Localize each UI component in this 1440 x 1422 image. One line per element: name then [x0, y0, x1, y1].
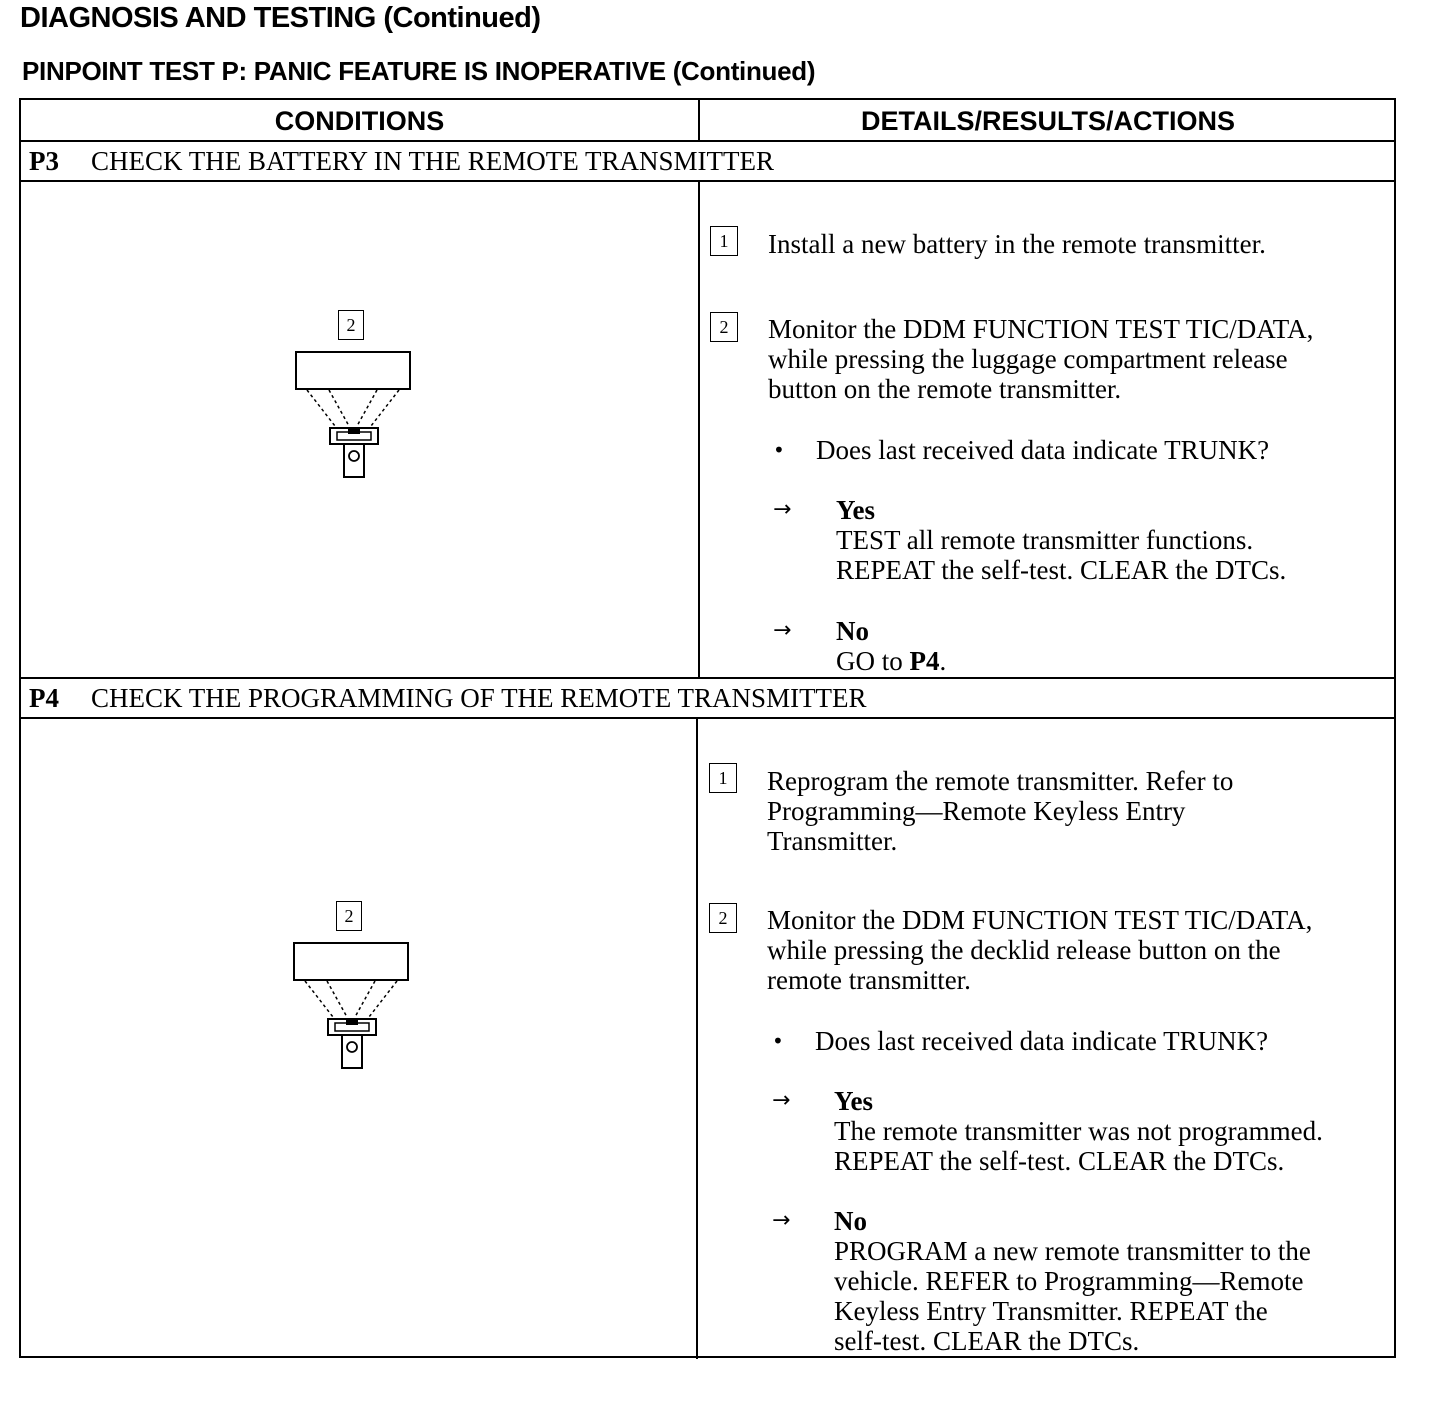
text-line: vehicle. REFER to Programming—Remote	[834, 1266, 1304, 1296]
step-title-text: CHECK THE BATTERY IN THE REMOTE TRANSMITTER	[91, 146, 775, 176]
text-line: Transmitter.	[767, 826, 898, 856]
step-title-text: CHECK THE PROGRAMMING OF THE REMOTE TRANSMITTER	[91, 683, 867, 713]
arrow-right-icon: →	[772, 1088, 791, 1113]
goto-line	[836, 646, 946, 676]
column-divider-p4	[696, 717, 698, 1359]
text-line: The remote transmitter was not programmed.	[834, 1116, 1323, 1146]
column-divider-p3	[698, 180, 700, 677]
p4-no-result	[834, 1206, 1311, 1356]
p4-yes-result	[834, 1086, 1323, 1176]
p4-step1-text	[767, 766, 1233, 856]
text-line: PROGRAM a new remote transmitter to the	[834, 1236, 1311, 1266]
illustration-step-label: 2	[336, 901, 362, 931]
goto-target: P4	[909, 646, 940, 676]
step-p3-title	[29, 141, 774, 179]
details-header: DETAILS/RESULTS/ACTIONS	[860, 106, 1235, 136]
p4-question: Does last received data indicate TRUNK?	[815, 1026, 1269, 1056]
text-line: Keyless Entry Transmitter. REPEAT the	[834, 1296, 1268, 1326]
goto-prefix: GO to	[836, 646, 910, 676]
p3-no-result	[836, 616, 946, 676]
scan-tool-transmitter-icon	[293, 308, 413, 483]
p4-step2-text	[767, 905, 1312, 995]
transmitter-scan-illustration	[291, 899, 411, 1074]
text-line: while pressing the decklid release button on the	[767, 935, 1281, 965]
text-line: Monitor the DDM FUNCTION TEST TIC/DATA,	[768, 314, 1314, 344]
step-number-box: 2	[709, 903, 737, 933]
pinpoint-table	[19, 98, 1396, 1358]
text-line: button on the remote transmitter.	[768, 374, 1122, 404]
step-id: P3	[29, 146, 59, 176]
yes-label: Yes	[834, 1086, 873, 1116]
arrow-right-icon: →	[773, 618, 792, 643]
p3-yes-result	[836, 495, 1286, 585]
text-line: self-test. CLEAR the DTCs.	[834, 1326, 1140, 1356]
no-label: No	[834, 1206, 867, 1236]
p3-step1-text: Install a new battery in the remote transmitter.	[768, 229, 1266, 259]
text-line: Reprogram the remote transmitter. Refer to	[767, 766, 1234, 796]
text-line: REPEAT the self-test. CLEAR the DTCs.	[836, 555, 1287, 585]
text-line: REPEAT the self-test. CLEAR the DTCs.	[834, 1146, 1285, 1176]
step-number-box: 2	[710, 312, 738, 342]
scan-tool-transmitter-icon	[291, 899, 411, 1074]
row-divider	[21, 717, 1394, 719]
test-title: PINPOINT TEST P: PANIC FEATURE IS INOPERATIVE (Continued)	[22, 56, 816, 86]
bullet-icon: •	[773, 438, 785, 462]
step-p4-title	[29, 678, 867, 716]
illustration-step-label: 2	[338, 310, 364, 340]
row-divider	[21, 180, 1394, 182]
text-line: while pressing the luggage compartment release	[768, 344, 1288, 374]
arrow-right-icon: →	[773, 497, 792, 522]
arrow-right-icon: →	[772, 1208, 791, 1233]
goto-suffix: .	[939, 646, 947, 676]
no-label: No	[836, 616, 869, 646]
yes-label: Yes	[836, 495, 875, 525]
p3-step2-text	[768, 314, 1313, 404]
text-line: Monitor the DDM FUNCTION TEST TIC/DATA,	[767, 905, 1313, 935]
text-line: remote transmitter.	[767, 965, 971, 995]
conditions-header: CONDITIONS	[274, 106, 445, 136]
text-line: TEST all remote transmitter functions.	[836, 525, 1254, 555]
step-id: P4	[29, 683, 59, 713]
p3-question: Does last received data indicate TRUNK?	[816, 435, 1270, 465]
transmitter-scan-illustration	[293, 308, 413, 483]
step-number-box: 1	[709, 763, 737, 793]
bullet-icon: •	[772, 1029, 784, 1053]
text-line: Programming—Remote Keyless Entry	[767, 796, 1186, 826]
page-title: DIAGNOSIS AND TESTING (Continued)	[20, 2, 541, 34]
step-number-box: 1	[710, 226, 738, 256]
